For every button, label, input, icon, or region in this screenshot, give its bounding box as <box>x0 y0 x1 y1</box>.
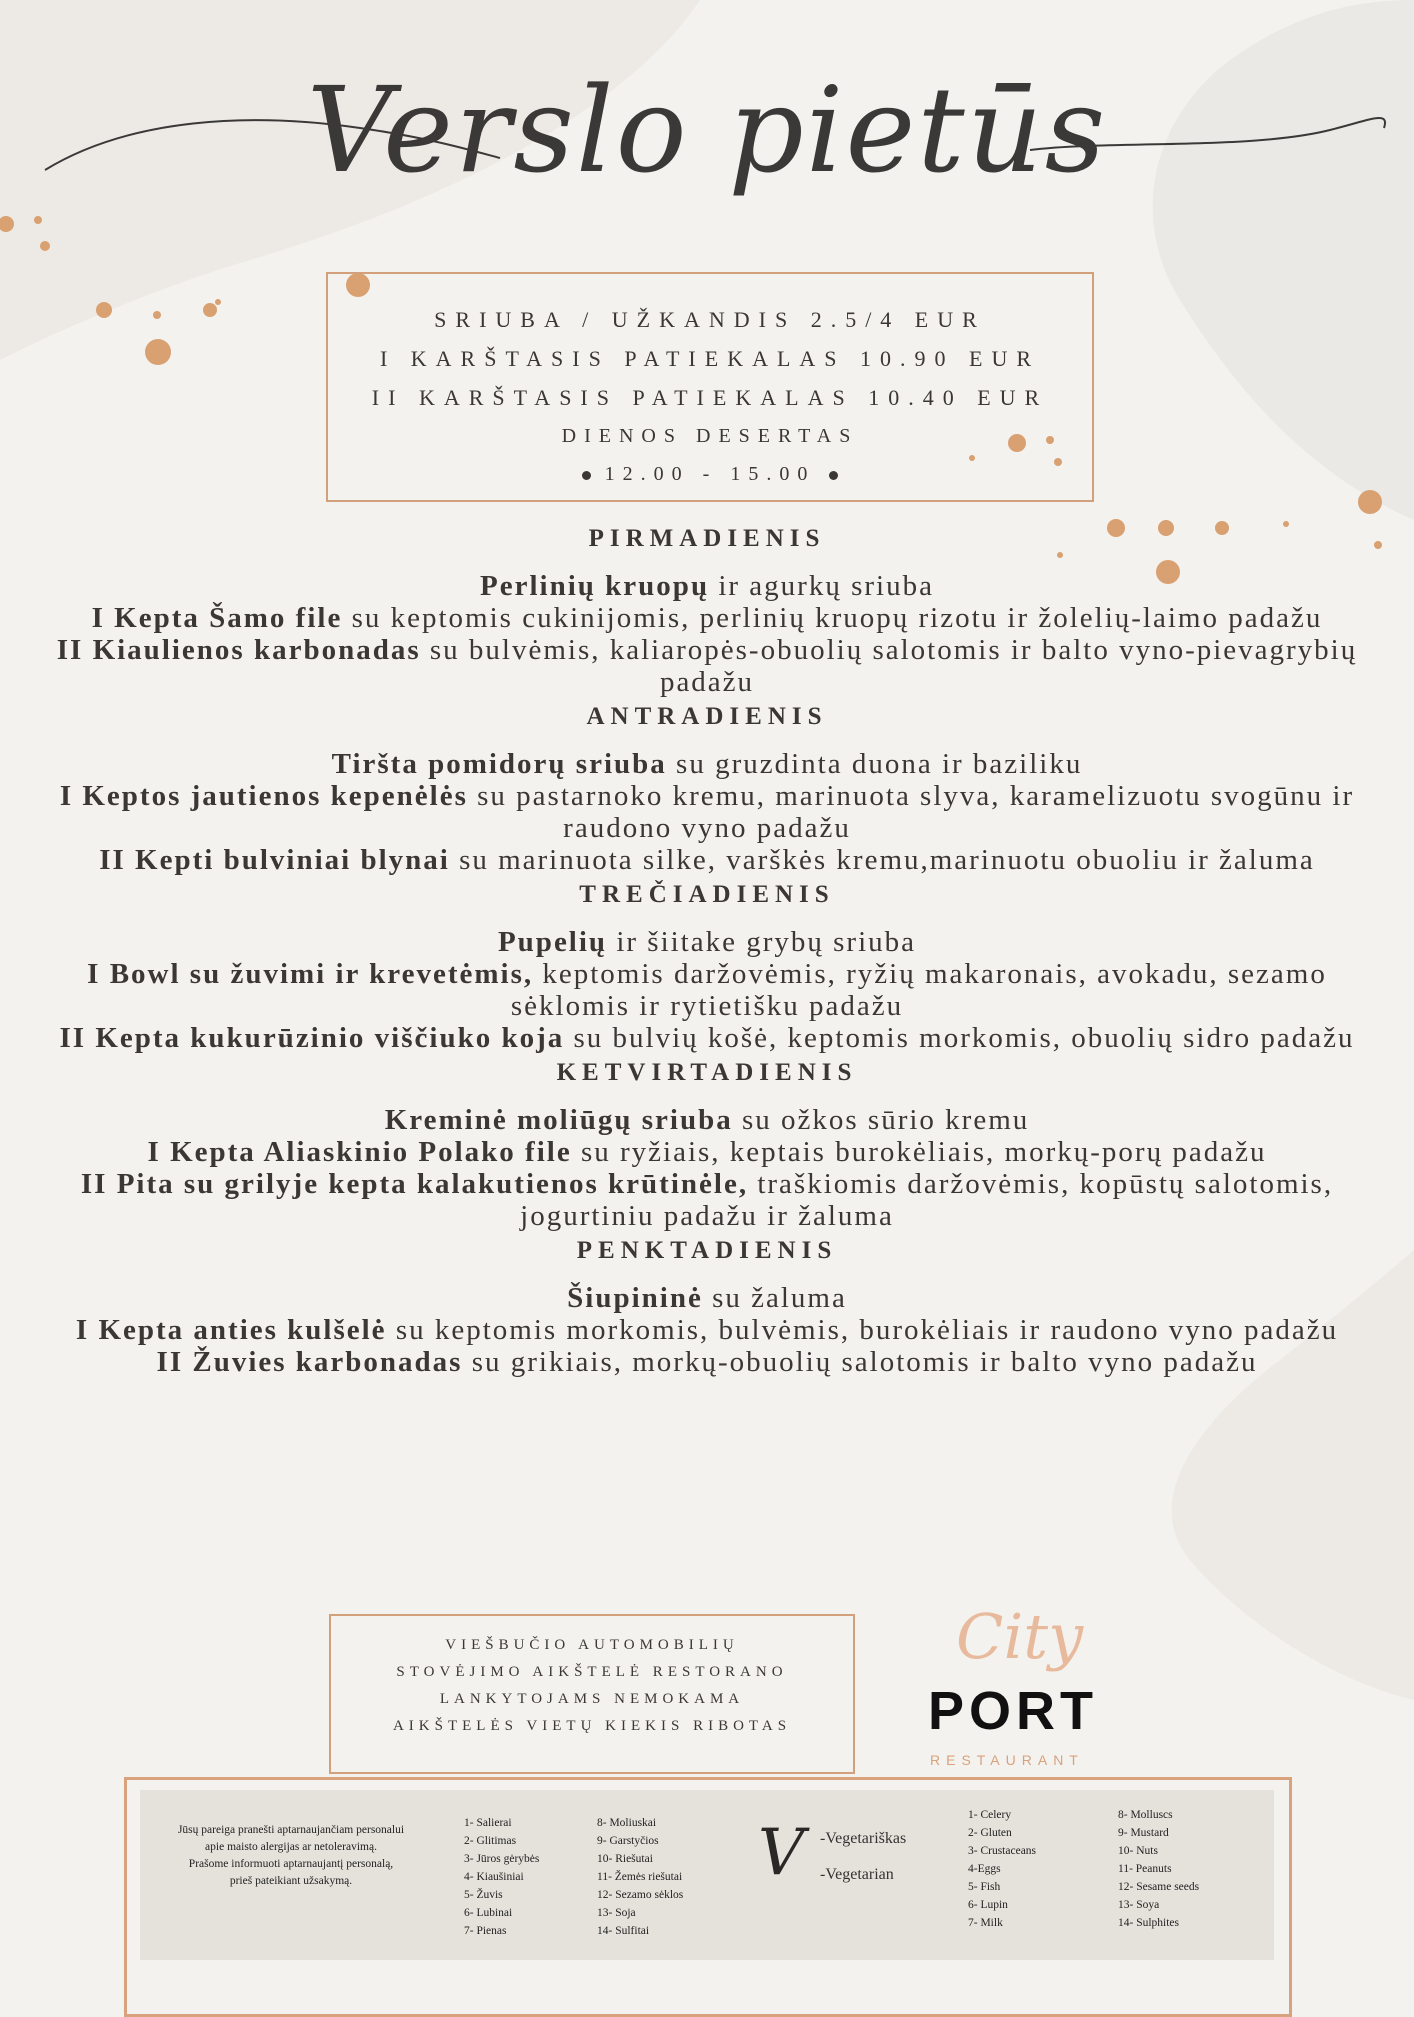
day-section-thursday <box>40 1054 1374 1232</box>
bullet-dot <box>582 471 591 480</box>
allergen-item: 9- Mustard <box>1118 1827 1169 1839</box>
allergen-item: 10- Nuts <box>1118 1845 1158 1857</box>
main-dish-1 <box>47 958 1367 1022</box>
allergy-notice-line: Jūsų pareiga pranešti aptarnaujančiam personalui <box>177 1824 405 1836</box>
soup-item <box>47 748 1367 780</box>
day-section-tuesday <box>40 698 1374 876</box>
dish-description: ir šiitake grybų sriuba <box>607 926 917 958</box>
allergen-list-en-1 <box>968 1806 1036 1932</box>
allergen-list-en-2 <box>1118 1806 1199 1932</box>
dish-name: I Kepta anties kulšelė <box>75 1314 387 1346</box>
allergen-item: 12- Sezamo sėklos <box>597 1889 684 1901</box>
allergen-item: 1- Celery <box>968 1809 1012 1821</box>
allergen-item: 10- Riešutai <box>597 1853 653 1865</box>
serving-hours-text: 12.00 - 15.00 <box>604 463 816 485</box>
soup-item <box>47 1104 1367 1136</box>
soup-item <box>47 570 1367 602</box>
allergen-item: 1- Salierai <box>464 1817 512 1829</box>
allergen-item: 8- Molluscs <box>1118 1809 1173 1821</box>
allergen-item: 3- Crustaceans <box>968 1845 1037 1857</box>
main-dish-1 <box>47 1314 1367 1346</box>
allergen-item: 5- Žuvis <box>464 1889 503 1901</box>
logo-city-script: City <box>956 1600 1084 1673</box>
price-soup-starter: SRIUBA / UŽKANDIS 2.5/4 EUR <box>434 307 986 332</box>
allergen-item: 2- Gluten <box>968 1827 1012 1839</box>
allergen-item: 6- Lubinai <box>464 1907 513 1919</box>
dish-description: su ryžiais, keptais burokėliais, morkų-porų padažu <box>571 1136 1267 1168</box>
allergen-list-lt-1 <box>464 1814 539 1940</box>
dish-description: su keptomis cukinijomis, perlinių kruopų rizotu ir žolelių-laimo padažu <box>342 602 1323 634</box>
allergy-notice <box>146 1822 436 1890</box>
dish-name: II Kepti bulviniai blynai <box>99 844 450 876</box>
price-main-1: I KARŠTASIS PATIEKALAS 10.90 EUR <box>379 346 1041 371</box>
dish-name: Tiršta pomidorų sriuba <box>331 748 667 780</box>
parking-notice-box <box>329 1614 855 1774</box>
dish-name: I Bowl su žuvimi ir krevetėmis, <box>87 958 534 990</box>
allergen-item: 14- Sulphites <box>1118 1917 1180 1929</box>
dish-name: II Žuvies karbonadas <box>156 1346 463 1378</box>
dish-name: II Pita su grilyje kepta kalakutienos krūtinėle, <box>80 1168 749 1200</box>
parking-line: AIKŠTELĖS VIETŲ KIEKIS RIBOTAS <box>392 1718 792 1734</box>
main-dish-2 <box>47 1346 1367 1378</box>
main-dish-1 <box>47 602 1367 634</box>
dish-name: II Kiaulienos karbonadas <box>56 634 421 666</box>
allergen-item: 7- Milk <box>968 1917 1003 1929</box>
allergen-item: 8- Moliuskai <box>597 1817 657 1829</box>
price-box <box>326 272 1094 502</box>
main-dish-2 <box>47 1022 1367 1054</box>
day-heading: TREČIADIENIS <box>579 881 835 908</box>
allergen-item: 9- Garstyčios <box>597 1835 659 1847</box>
allergen-item: 4- Kiaušiniai <box>464 1871 524 1883</box>
dish-description: su žaluma <box>702 1282 847 1314</box>
main-dish-2 <box>47 634 1367 698</box>
dish-description: su keptomis morkomis, bulvėmis, burokėliais ir raudono vyno padažu <box>386 1314 1339 1346</box>
main-dish-1 <box>47 780 1367 844</box>
dish-description: keptomis daržovėmis, ryžių makaronais, avokadu, sezamo sėklomis ir rytietišku padažu <box>510 958 1327 1022</box>
price-dessert: DIENOS DESERTAS <box>561 425 859 447</box>
dish-description: su bulvių košė, keptomis morkomis, obuolių sidro padažu <box>564 1022 1355 1054</box>
allergen-item: 7- Pienas <box>464 1925 507 1937</box>
parking-line: VIEŠBUČIO AUTOMOBILIŲ <box>445 1637 739 1653</box>
allergen-item: 6- Lupin <box>968 1899 1008 1911</box>
serving-hours <box>328 456 1092 492</box>
dish-description: ir agurkų sriuba <box>709 570 934 602</box>
allergen-item: 13- Soja <box>597 1907 636 1919</box>
parking-line: STOVĖJIMO AIKŠTELĖ RESTORANO <box>396 1664 788 1680</box>
parking-line: LANKYTOJAMS NEMOKAMA <box>439 1691 745 1707</box>
dish-name: I Kepta Šamo file <box>91 602 343 634</box>
day-heading: ANTRADIENIS <box>586 703 828 730</box>
allergen-item: 11- Peanuts <box>1118 1863 1172 1875</box>
allergy-notice-line: Prašome informuoti aptarnaujantį personalą, <box>188 1858 394 1870</box>
bullet-dot <box>829 471 838 480</box>
main-dish-2 <box>47 1168 1367 1232</box>
weekly-menu <box>40 520 1374 1378</box>
price-main-2: II KARŠTASIS PATIEKALAS 10.40 EUR <box>371 385 1049 410</box>
allergen-item: 11- Žemės riešutai <box>597 1871 683 1883</box>
soup-item <box>47 1282 1367 1314</box>
allergen-item: 2- Glitimas <box>464 1835 517 1847</box>
logo-restaurant-label: RESTAURANT <box>930 1752 1084 1768</box>
soup-item <box>47 926 1367 958</box>
page-title: Verslo pietūs <box>306 61 1108 199</box>
day-heading: KETVIRTADIENIS <box>556 1059 858 1086</box>
dish-name: II Kepta kukurūzinio viščiuko koja <box>59 1022 565 1054</box>
allergy-notice-line: apie maisto alergijas ar netoleravimą. <box>205 1841 377 1853</box>
dish-description: su grikiais, morkų-obuolių salotomis ir balto vyno padažu <box>462 1346 1258 1378</box>
allergen-item: 3- Jūros gėrybės <box>464 1853 540 1865</box>
vegetarian-label-lt: -Vegetariškas <box>820 1830 907 1847</box>
main-dish-1 <box>47 1136 1367 1168</box>
allergen-item: 12- Sesame seeds <box>1118 1881 1200 1893</box>
dish-description: su marinuota silke, varškės kremu,marinuotu obuoliu ir žaluma <box>449 844 1315 876</box>
allergen-list-lt-2 <box>597 1814 683 1940</box>
allergen-item: 5- Fish <box>968 1881 1001 1893</box>
dish-name: I Keptos jautienos kepenėlės <box>59 780 468 812</box>
dish-description: traškiomis daržovėmis, kopūstų salotomis, jogurtiniu padažu ir žaluma <box>520 1168 1334 1232</box>
dish-name: Perlinių kruopų <box>480 570 710 602</box>
vegetarian-label-en: -Vegetarian <box>820 1866 894 1883</box>
dish-description: su pastarnoko kremu, marinuota slyva, karamelizuotu svogūnu ir raudono vyno padažu <box>467 780 1355 844</box>
main-dish-2 <box>47 844 1367 876</box>
allergen-item: 4-Eggs <box>968 1863 1001 1875</box>
allergen-item: 14- Sulfitai <box>597 1925 650 1937</box>
day-heading: PIRMADIENIS <box>588 525 826 552</box>
logo-port-wordmark: PORT <box>928 1681 1099 1741</box>
dish-description: su gruzdinta duona ir baziliku <box>666 748 1083 780</box>
vegetarian-v-icon: V <box>758 1816 805 1890</box>
day-section-friday <box>40 1232 1374 1378</box>
dish-name: Šiupininė <box>567 1282 703 1314</box>
day-section-monday <box>40 520 1374 698</box>
city-port-logo <box>920 1600 1120 1780</box>
dish-name: Kreminė moliūgų sriuba <box>384 1104 733 1136</box>
dish-description: su bulvėmis, kaliaropės-obuolių salotomis ir balto vyno-pievagrybių padažu <box>420 634 1358 698</box>
day-heading: PENKTADIENIS <box>576 1237 838 1264</box>
dish-description: su ožkos sūrio kremu <box>732 1104 1030 1136</box>
day-section-wednesday <box>40 876 1374 1054</box>
dish-name: Pupelių <box>497 926 608 958</box>
dish-name: I Kepta Aliaskinio Polako file <box>147 1136 572 1168</box>
allergen-item: 13- Soya <box>1118 1899 1160 1911</box>
allergy-notice-line: prieš pateikiant užsakymą. <box>229 1875 353 1887</box>
